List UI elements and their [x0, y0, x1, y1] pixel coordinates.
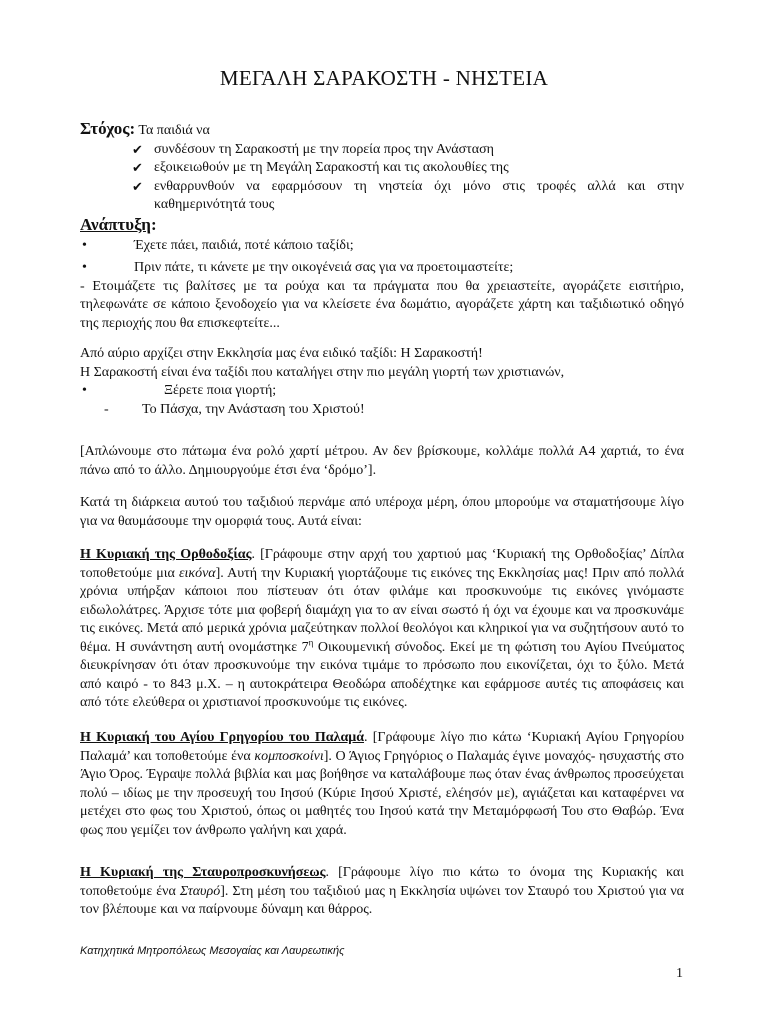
paragraph-text: ]. Ο Άγιος Γρηγόριος ο Παλαμάς έγινε μοναχός- ησυχαστής στο Άγιο Όρος. Έγραψε πολλά βιβλία και μας βοήθησε να καταλάβουμε πως όταν ένας άνθρωπος προσεύχεται πολύ – ιδίως με την προσευχή του Ιησού (Κύριε Ιησού Χριστέ, ελέησόν με), αγιάζεται και καταφέρνει να μετέχει στο φως του Χριστού, όπως οι μαθητές του Ιησού κατά την Μεταμόρφωσή Του στο Θαβώρ. Ένα φως που γεμίζει τον άνθρωπο γαλήνη και χαρά. [80, 748, 684, 838]
trip-intro-line: Η Σαρακοστή είναι ένα ταξίδι που καταλήγει στην πιο μεγάλη γιορτή των χριστιανών, [80, 364, 565, 380]
komboskini-text: κομποσκοίνι [254, 748, 324, 764]
ordinal-suffix: η [308, 636, 314, 647]
page-footer: Κατηχητικά Μητροπόλεως Μεσογαίας και Λαυρεωτικής [80, 945, 345, 957]
bullet-icon: • [82, 383, 87, 398]
goals-section [80, 120, 684, 215]
goal-item-text: συνδέσουν τη Σαρακοστή με την πορεία προς την Ανάσταση [154, 141, 494, 157]
paragraph-text: ]. Στη μέση του ταξιδιού μας η Εκκλησία υψώνει τον Σταυρό του Χριστού για να τον βλέπουμε και να παίρνουμε δύναμη και θάρρος. [80, 883, 684, 917]
check-icon: ✔ [132, 141, 143, 157]
paragraph-text: ]. Αυτή την Κυριακή γιορτάζουμε τις εικόνες της Εκκλησίας μας! Πριν από πολλά χρόνια υπήρξαν κάποιοι που πίστευαν ότι όταν φιλάμε και προσκυνούμε τις εικόνες γινόμαστε ειδωλολάτρες. Άρχισε τότε μια φοβερή διαμάχη για το αν είναι σωστό ή όχι να έχουμε και να προσκυνάμε τις εικόνες. Μετά από μερικά χρόνια μαζεύτηκαν πολλοί θεολόγοι και κληρικοί για να συζητήσουν αυτό το θέμα. Η συνάντηση αυτή ονομάστηκε 7 [80, 565, 684, 655]
sunday-cross-heading: Η Κυριακή της Σταυροπροσκυνήσεως [80, 865, 326, 880]
goal-item [132, 178, 684, 215]
goal-item-text: ενθαρρυνθούν να εφαρμόσουν τη νηστεία όχι μόνο στις τροφές αλλά και στην καθημερινότητά τους [154, 178, 684, 212]
check-icon: ✔ [132, 178, 143, 194]
sunday-palamas-heading: Η Κυριακή του Αγίου Γρηγορίου του Παλαμά [80, 730, 365, 745]
bullet-text: Πριν πάτε, τι κάνετε με την οικογένειά σας για να προετοιμαστείτε; [134, 260, 514, 275]
dash-marker: - [104, 401, 109, 417]
bullet-icon: • [82, 260, 87, 275]
cross-text: Σταυρό [179, 883, 221, 899]
page-number: 1 [676, 966, 683, 981]
paragraph-text: . [Γράφουμε λίγο πιο κάτω ‘Κυριακή Αγίου Γρηγορίου Παλαμά’ και τοποθετούμε ένα [80, 730, 685, 764]
bullet-text: Έχετε πάει, παιδιά, ποτέ κάποιο ταξίδι; [134, 237, 354, 253]
development-colon: : [150, 215, 157, 234]
paragraph-text: . [Γράφουμε λίγο πιο κάτω το όνομα της Κυριακής και τοποθετούμε ένα [80, 865, 684, 899]
goals-heading: Στόχος: [80, 119, 136, 138]
journey-paragraph: Κατά τη διάρκεια αυτού του ταξιδιού περνάμε από υπέροχα μέρη, όπου μπορούμε να σταματήσουμε λίγο για να θαυμάσουμε την ομορφιά τους. Αυτά είναι: [80, 495, 684, 529]
trip-intro-line: Από αύριο αρχίζει στην Εκκλησία μας ένα ειδικό ταξίδι: Η Σαρακοστή! [80, 346, 483, 361]
goal-item [132, 159, 684, 178]
answer-text: Το Πάσχα, την Ανάσταση του Χριστού! [142, 401, 365, 417]
answer-line [80, 401, 684, 420]
development-heading: Ανάπτυξη [80, 215, 151, 234]
preparation-paragraph: - Ετοιμάζετε τις βαλίτσες με τα ρούχα και τα πράγματα που θα χρειαστείτε, αγοράζετε εισιτήριο, τηλεφωνάτε σε κάποιο ξενοδοχείο για να κλείσετε ένα δωμάτιο, αγοράζετε χάρτη και ταξιδιωτικό οδηγό της περιοχής που θα επισκεφτείτε... [80, 278, 684, 331]
goals-list [80, 141, 684, 215]
sunday-orthodoxy-paragraph [80, 546, 684, 713]
bullet-item [80, 259, 684, 278]
bullet-icon: • [82, 237, 87, 253]
icon-object-text: εικόνα [178, 565, 216, 581]
sunday-orthodoxy-heading: Η Κυριακή της Ορθοδοξίας [80, 547, 252, 562]
paragraph-text: Οικουμενική σύνοδος. Εκεί με τη φώτιση του Αγίου Πνεύματος διευκρίνησαν ότι όταν προσκυνούμε την εικόνα τιμάμε το πρόσωπο που εικονίζεται, όχι το ξύλο. Μετά από καιρό - το 843 μ.Χ. – η αυτοκράτειρα Θεοδώρα αποδέχτηκε και εφάρμοσε αυτές τις αποφάσεις και από τότε ελεύθερα οι χριστιανοί προσκυνούμε τις εικόνες. [80, 639, 684, 710]
bullet-item [80, 382, 684, 401]
goals-intro-line [80, 120, 684, 141]
bullet-item [80, 237, 684, 256]
goals-intro: Τα παιδιά να [135, 123, 210, 138]
check-icon: ✔ [132, 160, 143, 175]
bullet-text: Ξέρετε ποια γιορτή; [164, 383, 277, 398]
trip-intro [80, 345, 684, 419]
goal-item [132, 141, 684, 160]
development-section [80, 216, 684, 333]
goal-item-text: εξοικειωθούν με τη Μεγάλη Σαρακοστή και τις ακολουθίες της [154, 160, 509, 175]
page-title: ΜΕΓΑΛΗ ΣΑΡΑΚΟΣΤΗ - ΝΗΣΤΕΙΑ [219, 66, 549, 90]
paragraph-text: . [Γράφουμε στην αρχή του χαρτιού μας ‘Κυριακή της Ορθοδοξίας’ Δίπλα τοποθετούμε μια [80, 547, 685, 581]
sunday-cross-paragraph [80, 864, 684, 920]
development-heading-line [80, 216, 684, 237]
roll-paragraph: [Απλώνουμε στο πάτωμα ένα ρολό χαρτί μέτρου. Αν δεν βρίσκουμε, κολλάμε πολλά Α4 χαρτιά, το ένα πάνω από το άλλο. Δημιουργούμε έτσι ένα ‘δρόμο’]. [80, 444, 684, 478]
sunday-palamas-paragraph [80, 729, 684, 840]
